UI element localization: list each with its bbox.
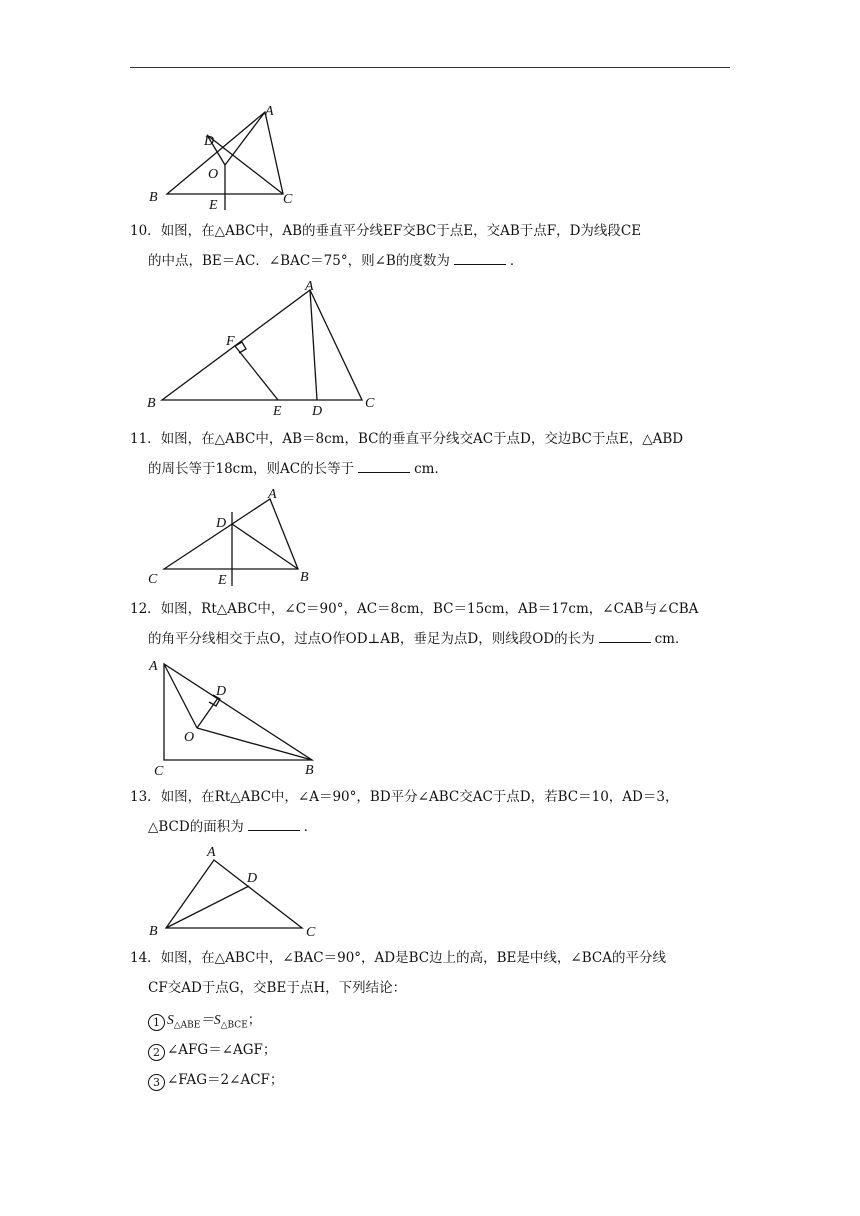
- label-d: D: [216, 516, 227, 531]
- answer-blank[interactable]: [454, 250, 506, 265]
- label-e: E: [218, 573, 227, 588]
- label-b: B: [300, 570, 309, 585]
- question-text-line2: 的角平分线相交于点O，过点O作OD⊥AB，垂足为点D，则线段OD的长为: [148, 631, 595, 647]
- question-text-end: ．: [303, 819, 318, 835]
- question-text-line2: CF交AD于点G，交BE于点H，下列结论：: [148, 980, 407, 996]
- item-text: S: [167, 1012, 174, 1027]
- label-b: B: [149, 924, 158, 939]
- question-number: 13．: [130, 789, 161, 805]
- label-d: D: [204, 134, 215, 149]
- question-14: [130, 943, 740, 1003]
- answer-blank[interactable]: [358, 458, 410, 473]
- label-c: C: [148, 572, 158, 587]
- circled-number: 3: [148, 1074, 165, 1091]
- question-text-line1: 如图，Rt△ABC中，∠C＝90°，AC＝8cm，BC＝15cm，AB＝17cm，∠CAB与∠CBA: [160, 601, 699, 617]
- item-subscript: △ABE: [173, 1020, 201, 1031]
- item-text: ∠AFG＝∠AGF；: [167, 1042, 277, 1058]
- figure-q12: [140, 654, 340, 780]
- label-o: O: [184, 730, 195, 745]
- question-number: 12．: [130, 601, 161, 617]
- question-text-line1: 如图，在△ABC中，AB的垂直平分线EF交BC于点E，交AB于点F，D为线段CE: [160, 223, 642, 239]
- item-text: ∠FAG＝2∠ACF；: [167, 1072, 284, 1088]
- header-rule: [130, 67, 730, 68]
- question-text-end: cm．: [414, 461, 448, 477]
- figure-q9: [140, 100, 310, 212]
- label-b: B: [305, 763, 314, 778]
- label-a: A: [268, 487, 277, 502]
- circled-number: 1: [148, 1014, 165, 1031]
- question-10: [130, 216, 740, 276]
- label-c: C: [365, 396, 375, 411]
- question-text-line1: 如图，在△ABC中，∠BAC＝90°，AD是BC边上的高，BE是中线，∠BCA的平分线: [160, 950, 666, 966]
- label-c: C: [154, 764, 164, 779]
- item-text: ＝S: [200, 1012, 221, 1027]
- question-number: 14．: [130, 950, 161, 966]
- circled-number: 2: [148, 1044, 165, 1061]
- question-number: 10．: [130, 223, 161, 239]
- answer-blank[interactable]: [248, 816, 300, 831]
- label-d: D: [312, 404, 323, 419]
- question-text-line1: 如图，在△ABC中，AB＝8cm，BC的垂直平分线交AC于点D，交边BC于点E，△ABD: [160, 431, 684, 447]
- figure-q11: [140, 484, 340, 590]
- conclusion-item-3: [148, 1070, 283, 1091]
- label-c: C: [306, 925, 316, 940]
- label-b: B: [149, 190, 158, 205]
- conclusion-item-2: [148, 1040, 276, 1061]
- label-f: F: [226, 334, 235, 349]
- question-12: [130, 594, 740, 654]
- item-subscript: △BCE: [220, 1020, 248, 1031]
- label-o: O: [208, 167, 219, 182]
- question-text-end: ．: [509, 253, 524, 269]
- question-text-line2: 的中点，BE＝AC．∠BAC＝75°，则∠B的度数为: [148, 253, 450, 269]
- question-text-line1: 如图，在Rt△ABC中，∠A＝90°，BD平分∠ABC交AC于点D，若BC＝10，AD＝3，: [160, 789, 679, 805]
- question-number: 11．: [130, 431, 161, 447]
- question-11: [130, 424, 740, 484]
- conclusion-item-1: [148, 1010, 261, 1036]
- label-e: E: [209, 198, 218, 212]
- figure-q10: [140, 276, 390, 420]
- label-b: B: [147, 396, 156, 411]
- label-a: A: [265, 104, 274, 119]
- label-a: A: [207, 845, 216, 860]
- label-c: C: [283, 192, 293, 207]
- figure-q13: [140, 840, 340, 944]
- question-text-line2: 的周长等于18cm，则AC的长等于: [148, 461, 355, 477]
- label-e: E: [273, 404, 282, 419]
- question-text-line2: △BCD的面积为: [148, 819, 244, 835]
- label-d: D: [247, 871, 258, 886]
- label-d: D: [216, 684, 227, 699]
- label-a: A: [305, 279, 314, 294]
- item-text: ；: [247, 1012, 262, 1028]
- question-text-end: cm．: [654, 631, 689, 647]
- question-13: [130, 782, 740, 842]
- answer-blank[interactable]: [599, 628, 651, 643]
- label-a: A: [149, 659, 158, 674]
